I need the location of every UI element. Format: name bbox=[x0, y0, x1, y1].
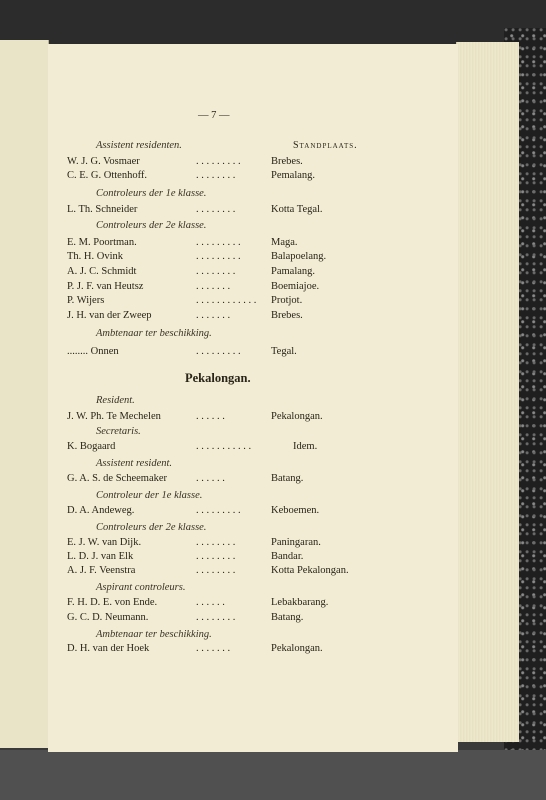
category-label: Secretaris. bbox=[96, 426, 141, 437]
official-name: J. H. van der Zweep bbox=[67, 310, 152, 321]
dot-leader: . . . . . . bbox=[196, 411, 225, 422]
official-name: W. J. G. Vosmaer bbox=[67, 156, 140, 167]
official-name: L. Th. Schneider bbox=[67, 204, 138, 215]
standplaats-value: Keboemen. bbox=[271, 505, 320, 516]
official-name: A. J. F. Veenstra bbox=[67, 565, 136, 576]
standplaats-value: Idem. bbox=[293, 441, 318, 452]
dot-leader: . . . . . . bbox=[196, 597, 225, 608]
standplaats-value: Boemiajoe. bbox=[271, 281, 320, 292]
standplaats-value: Pemalang. bbox=[271, 170, 316, 181]
official-name: J. W. Ph. Te Mechelen bbox=[67, 411, 161, 422]
dot-leader: . . . . . . . . . bbox=[196, 251, 241, 262]
dot-leader: . . . . . . . . bbox=[196, 537, 236, 548]
dot-leader: . . . . . . . . bbox=[196, 170, 236, 181]
official-name: E. M. Poortman. bbox=[67, 237, 137, 248]
category-label: Assistent resident. bbox=[96, 458, 173, 469]
standplaats-value: Batang. bbox=[271, 473, 304, 484]
official-name: G. A. S. de Scheemaker bbox=[67, 473, 168, 484]
left-page-edge bbox=[0, 40, 49, 748]
category-label: Aspirant controleurs. bbox=[96, 582, 186, 593]
page-block-edge bbox=[456, 42, 519, 742]
dot-leader: . . . . . . bbox=[196, 473, 225, 484]
dot-leader: . . . . . . . bbox=[196, 281, 231, 292]
standplaats-value: Brebes. bbox=[271, 310, 303, 321]
official-name: P. J. F. van Heutsz bbox=[67, 281, 144, 292]
region-heading: Pekalongan. bbox=[185, 371, 251, 385]
dot-leader: . . . . . . . . bbox=[196, 612, 236, 623]
official-name: L. D. J. van Elk bbox=[67, 551, 134, 562]
standplaats-value: Brebes. bbox=[271, 156, 303, 167]
category-label: Controleur der 1e klasse. bbox=[96, 490, 203, 501]
page-number: — 7 — bbox=[198, 110, 230, 121]
background-bottom bbox=[0, 750, 546, 800]
dot-leader: . . . . . . . . bbox=[196, 551, 236, 562]
category-label: Controleurs der 1e klasse. bbox=[96, 188, 207, 199]
category-label: Ambtenaar ter beschikking. bbox=[96, 328, 212, 339]
category-label: Resident. bbox=[96, 395, 135, 406]
dot-leader: . . . . . . . . . bbox=[196, 505, 241, 516]
official-name: E. J. W. van Dijk. bbox=[67, 537, 142, 548]
category-label: Ambtenaar ter beschikking. bbox=[96, 629, 212, 640]
official-name: D. A. Andeweg. bbox=[67, 505, 135, 516]
official-name: C. E. G. Ottenhoff. bbox=[67, 170, 148, 181]
dot-leader: . . . . . . . bbox=[196, 643, 231, 654]
standplaats-value: Batang. bbox=[271, 612, 304, 623]
standplaats-value: Tegal. bbox=[271, 346, 297, 357]
dot-leader: . . . . . . . . bbox=[196, 266, 236, 277]
dot-leader: . . . . . . . . bbox=[196, 204, 236, 215]
dot-leader: . . . . . . . . . bbox=[196, 346, 241, 357]
official-name: D. H. van der Hoek bbox=[67, 643, 150, 654]
column-header-standplaats: Standplaats. bbox=[293, 140, 358, 151]
dot-leader: . . . . . . . bbox=[196, 310, 231, 321]
dot-leader: . . . . . . . . . bbox=[196, 156, 241, 167]
standplaats-value: Kotta Pekalongan. bbox=[271, 565, 349, 576]
standplaats-value: Pekalongan. bbox=[271, 411, 323, 422]
official-name: Th. H. Ovink bbox=[67, 251, 123, 262]
standplaats-value: Maga. bbox=[271, 237, 298, 248]
standplaats-value: Bandar. bbox=[271, 551, 304, 562]
official-name: G. C. D. Neumann. bbox=[67, 612, 149, 623]
official-name: ........ Onnen bbox=[67, 346, 119, 357]
document-page bbox=[48, 44, 458, 752]
section-title: Assistent residenten. bbox=[96, 140, 182, 151]
standplaats-value: Pekalongan. bbox=[271, 643, 323, 654]
standplaats-value: Kotta Tegal. bbox=[271, 204, 323, 215]
dot-leader: . . . . . . . . bbox=[196, 565, 236, 576]
standplaats-value: Balapoelang. bbox=[271, 251, 327, 262]
official-name: K. Bogaard bbox=[67, 441, 116, 452]
standplaats-value: Lebakbarang. bbox=[271, 597, 329, 608]
standplaats-value: Pamalang. bbox=[271, 266, 316, 277]
official-name: P. Wijers bbox=[67, 295, 105, 306]
standplaats-value: Protjot. bbox=[271, 295, 303, 306]
official-name: F. H. D. E. von Ende. bbox=[67, 597, 158, 608]
dot-leader: . . . . . . . . . . . . bbox=[196, 295, 257, 306]
official-name: A. J. C. Schmidt bbox=[67, 266, 137, 277]
standplaats-value: Paningaran. bbox=[271, 537, 321, 548]
dot-leader: . . . . . . . . . bbox=[196, 237, 241, 248]
category-label: Controleurs der 2e klasse. bbox=[96, 522, 207, 533]
dot-leader: . . . . . . . . . . . bbox=[196, 441, 252, 452]
category-label: Controleurs der 2e klasse. bbox=[96, 220, 207, 231]
background-top bbox=[0, 0, 546, 45]
